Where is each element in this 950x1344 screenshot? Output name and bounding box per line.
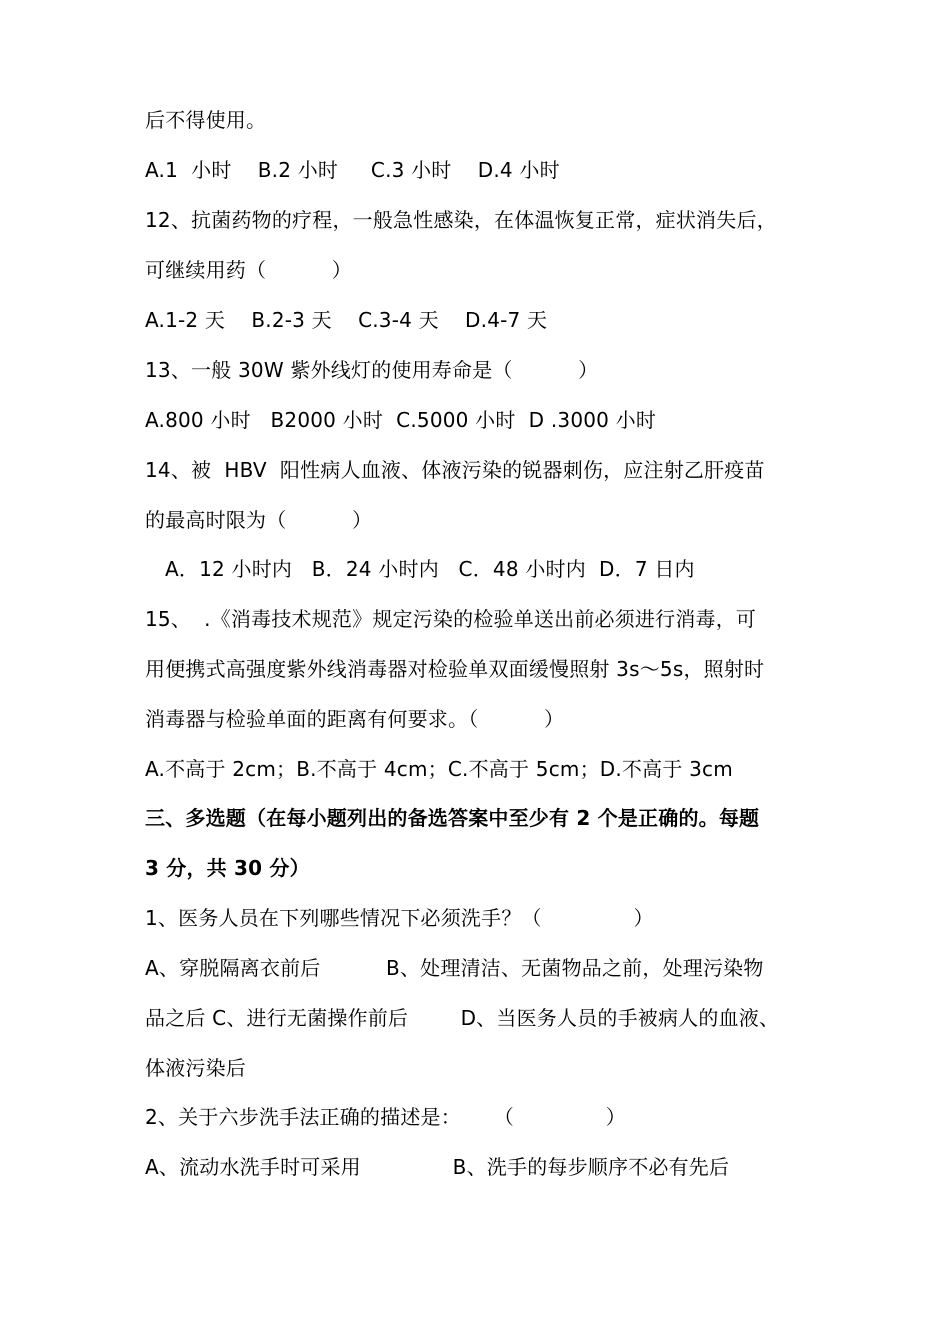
question-13-options: A.800 小时 B2000 小时 C.5000 小时 D .3000 小时	[145, 408, 657, 432]
question-12-text-cont: 可继续用药（ ）	[145, 258, 352, 282]
mc-question-2-text: 2、关于六步洗手法正确的描述是： （ ）	[145, 1105, 626, 1129]
mc-question-1-options: A、穿脱隔离衣前后 B、处理清洁、无菌物品之前，处理污染物	[145, 956, 764, 980]
section-heading-cont: 3 分，共 30 分）	[145, 856, 310, 880]
question-12-options: A.1-2 天 B.2-3 天 C.3-4 天 D.4-7 天	[145, 308, 548, 332]
question-12-text: 12、抗菌药物的疗程，一般急性感染，在体温恢复正常，症状消失后，	[145, 208, 777, 232]
question-14-text-cont: 的最高时限为（ ）	[145, 508, 373, 532]
question-15-options: A.不高于 2cm；B.不高于 4cm；C.不高于 5cm；D.不高于 3cm	[145, 757, 733, 781]
question-11-options: A.1 小时 B.2 小时 C.3 小时 D.4 小时	[145, 158, 560, 182]
mc-question-2-options: A、流动水洗手时可采用 B、洗手的每步顺序不必有先后	[145, 1155, 730, 1179]
question-14-text: 14、被 HBV 阳性病人血液、体液污染的锐器刺伤，应注射乙肝疫苗	[145, 458, 765, 482]
mc-question-1-options-cont: 品之后 C、进行无菌操作前后 D、当医务人员的手被病人的血液、	[145, 1006, 780, 1030]
section-heading: 三、多选题（在每小题列出的备选答案中至少有 2 个是正确的。每题	[145, 806, 760, 830]
mc-question-1-text: 1、医务人员在下列哪些情况下必须洗手？（ ）	[145, 906, 654, 930]
question-15-text: 15、 .《消毒技术规范》规定污染的检验单送出前必须进行消毒，可	[145, 607, 757, 631]
question-13-text: 13、一般 30W 紫外线灯的使用寿命是（ ）	[145, 358, 599, 382]
text-line: 后不得使用。	[145, 108, 267, 132]
question-15-text-cont: 消毒器与检验单面的距离有何要求。（ ）	[145, 707, 565, 731]
mc-question-1-options-cont: 体液污染后	[145, 1056, 246, 1080]
question-15-text-cont: 用便携式高强度紫外线消毒器对检验单双面缓慢照射 3s～5s，照射时	[145, 657, 765, 681]
question-14-options: A．12 小时内 B．24 小时内 C．48 小时内 D．7 日内	[165, 557, 695, 581]
